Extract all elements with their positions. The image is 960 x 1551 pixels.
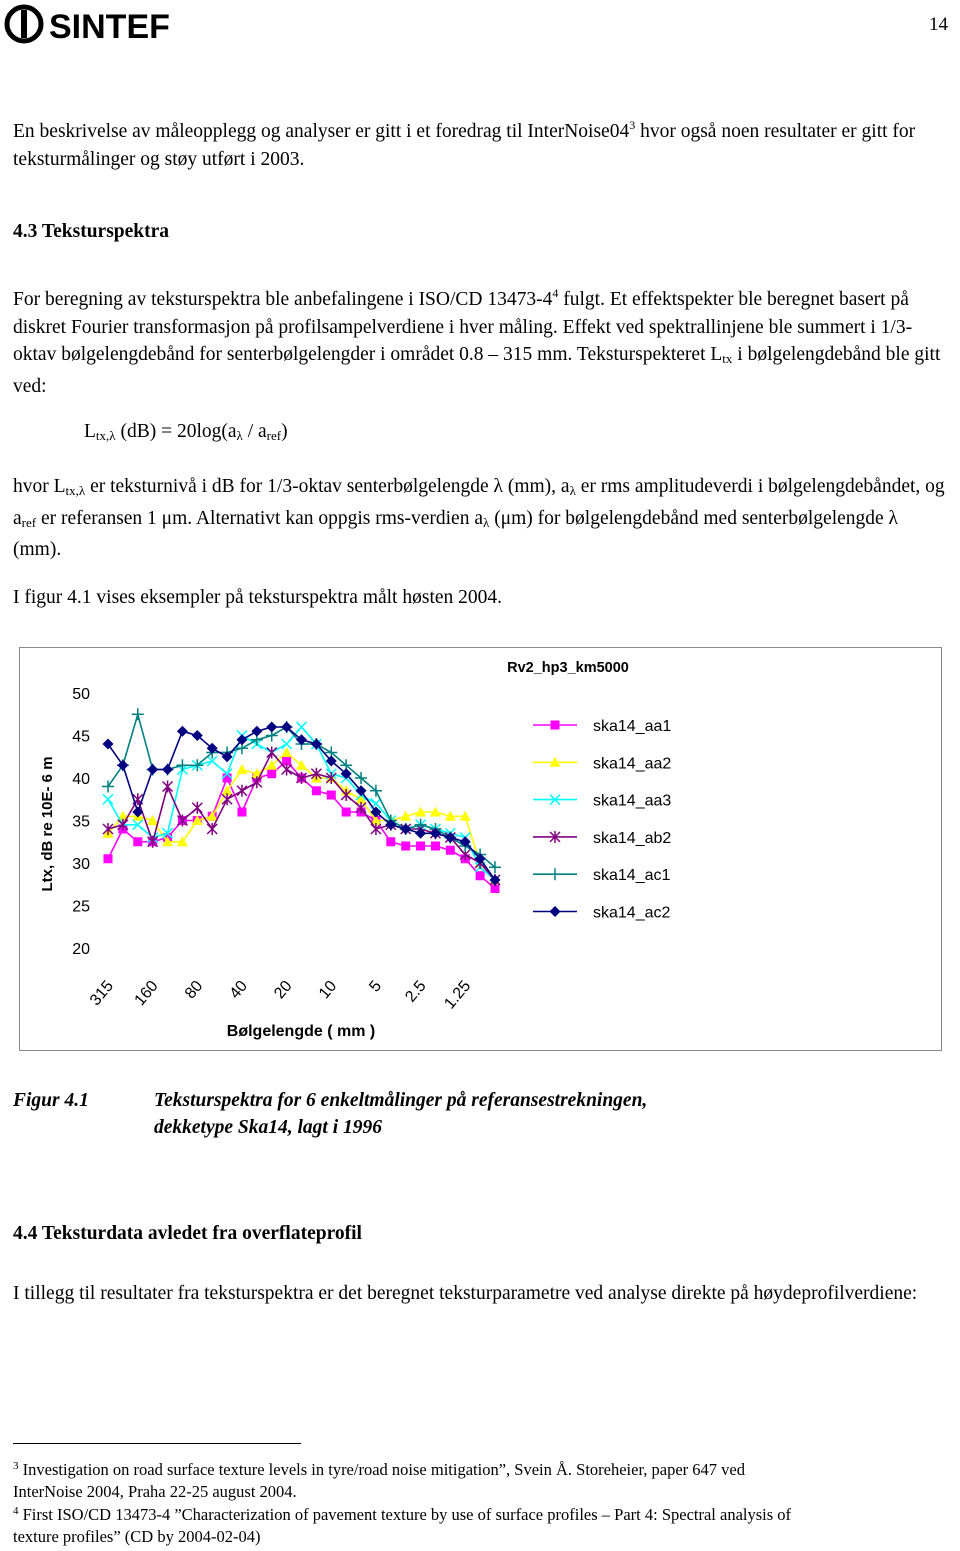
x-tick-label: 160 [131, 977, 162, 1010]
data-point [237, 785, 247, 797]
data-point [103, 794, 113, 804]
data-point [416, 842, 425, 851]
y-tick-label: 25 [72, 898, 90, 916]
y-tick-label: 20 [72, 941, 90, 958]
legend-label: ska14_aa1 [593, 718, 672, 735]
data-point [237, 808, 246, 817]
figure-caption-line2: dekketype Ska14, lagt i 1996 [154, 1117, 383, 1138]
data-point [163, 781, 173, 793]
data-point [133, 837, 142, 846]
section-heading-4-4: 4.4 Teksturdata avledet fra overflateprofil [13, 1223, 362, 1244]
data-point [431, 842, 440, 851]
data-point [266, 722, 277, 733]
legend-marker [551, 721, 560, 730]
data-point [103, 739, 114, 750]
paragraph-spectra-method: For beregning av teksturspektra ble anbefalingene i ISO/CD $13473-4^4$ fulgt. Et effektspekter ble beregnet basert på diskret Fourier transformasjon på profilsampelverdiene i hver måling. Effekt ved spektrallinjene ble summert i 1/3-oktav bølgelengdebånd for senterbølgelengder i området 0.8 – 315 mm. Teksturspekteret $L_{tx}$ i bølgelengdebånd ble gitt ved: [13, 286, 941, 397]
data-point [147, 764, 158, 775]
x-axis-label: Bølgelengde ( mm ) [226, 1023, 376, 1040]
x-tick-label: 2.5 [402, 977, 430, 1006]
legend-label: ska14_aa2 [593, 755, 672, 773]
data-point [401, 842, 410, 851]
data-point [342, 808, 351, 817]
data-point [162, 764, 173, 775]
formula: $L_{tx,\lambda}$ $(dB) = 20\log(a_\lambda / a_{ref})$ [84, 421, 288, 443]
data-point [476, 871, 485, 880]
y-tick-label: 35 [72, 813, 90, 831]
page-number: 14 [929, 14, 948, 35]
figure-label: Figur 4.1 [13, 1090, 89, 1111]
x-tick-label: 10 [315, 977, 341, 1003]
data-point [104, 854, 113, 863]
x-tick-label: 1.25 [441, 977, 475, 1013]
paragraph-figure-reference: I figur 4.1 vises eksempler på teksturspektra målt høsten 2004. [13, 587, 503, 608]
data-point [236, 764, 247, 774]
paragraph-formula-explanation: hvor $L_{tx,\lambda}$ er teksturnivå i dB for 1/3-oktav senterbølgelengde λ (mm), $a_\lambda$ er rms amplitudeverdi i bølgelengdebåndet, og $a_{ref}$ er referansen 1 μm. Alternativt kan oppgis rms-verdien $a_\lambda$ (μm) for bølgelengdebånd med senterbølgelengde λ (mm). [13, 476, 945, 560]
x-tick-label: 80 [181, 977, 207, 1003]
chart-title: Rv2_hp3_km5000 [507, 660, 629, 676]
data-point [207, 823, 217, 835]
data-point [267, 769, 276, 778]
footnote-rule [13, 1443, 301, 1444]
legend-label: ska14_ac2 [593, 904, 671, 922]
data-point [297, 722, 307, 732]
figure-caption-line1: Teksturspektra for 6 enkeltmålinger på referansestrekningen, [154, 1090, 648, 1111]
data-point [371, 823, 381, 835]
data-point [282, 764, 292, 776]
y-axis-label: Ltx, dB re 10E- 6 m [39, 756, 56, 892]
y-tick-label: 50 [72, 686, 90, 703]
data-point [311, 768, 321, 780]
data-point [327, 791, 336, 800]
chart-frame [19, 647, 942, 1051]
section-heading-4-3: 4.3 Teksturspektra [13, 221, 170, 242]
data-point [386, 837, 395, 846]
data-point [223, 774, 232, 783]
data-point [251, 726, 262, 737]
data-point [117, 760, 128, 771]
intro-paragraph: En beskrivelse av måleopplegg og analyser er gitt i et foredrag til $InterNoise04^3$ hvor også noen resultater er gitt for teksturmålinger og støy utført i 2003. [13, 118, 916, 170]
data-point [132, 708, 144, 720]
legend-label: ska14_ac1 [593, 867, 671, 885]
data-point [192, 802, 202, 814]
legend-label: ska14_ab2 [593, 829, 672, 847]
footnote-4: $^4$ First ISO/CD 13473-4 ”Characterization of pavement texture by use of surface profiles – Part 4: Spectral analysis of texture profiles” (CD by 2004-02-04) [13, 1505, 792, 1546]
data-point [312, 786, 321, 795]
data-point [446, 846, 455, 855]
data-point [177, 726, 188, 737]
legend-marker [549, 868, 561, 880]
data-point [267, 747, 277, 759]
x-tick-label: 20 [271, 977, 296, 1003]
logo-text: SINTEF [49, 8, 170, 44]
x-tick-label: 40 [226, 977, 252, 1003]
paragraph-texture-parameters: I tillegg til resultater fra teksturspektra er det beregnet teksturparametre ved analyse direkte på høydeprofilverdiene: [13, 1283, 918, 1304]
texture-spectra-chart [20, 648, 941, 1050]
footnote-3: $^3$ Investigation on road surface texture levels in tyre/road noise mitigation”, Svein Å. Storeheier, paper 647 ved InterNoise 2004, Praha 22-25 august 2004. [13, 1460, 745, 1501]
y-tick-label: 40 [72, 771, 90, 788]
y-tick-label: 45 [72, 728, 90, 746]
data-point [176, 759, 188, 771]
data-point [102, 781, 114, 793]
legend-label: ska14_aa3 [593, 792, 672, 810]
x-tick-label: 5 [366, 977, 385, 996]
data-point [222, 793, 232, 805]
legend-marker [550, 906, 561, 917]
sintef-logo [4, 4, 208, 44]
y-tick-label: 30 [72, 856, 90, 873]
x-tick-label: 315 [86, 977, 118, 1010]
